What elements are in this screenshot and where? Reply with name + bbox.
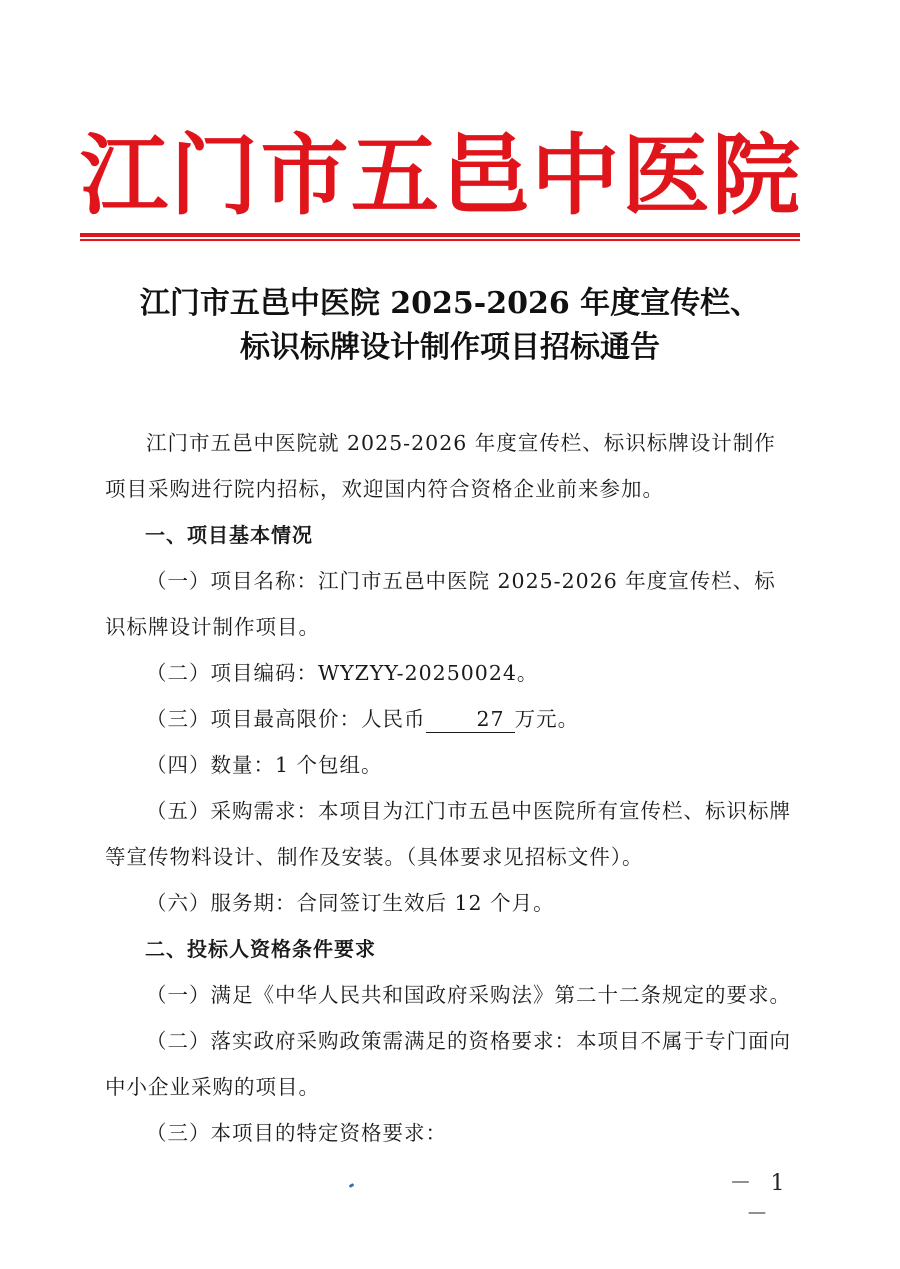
title-line-1: 江门市五邑中医院 2025-2026 年度宣传栏、: [139, 286, 761, 321]
item-text: 1 个包组。: [275, 753, 383, 777]
item-label: （二）项目编码：: [146, 661, 318, 685]
item-label: （四）数量：: [146, 753, 275, 777]
item-max-price: [105, 696, 795, 742]
qualification-item-2: （二）落实政府采购政策需满足的资格要求：本项目不属于专门面向中小企业采购的项目。: [105, 1029, 791, 1099]
item-label: （三）项目最高限价：: [146, 707, 361, 731]
item-service-period: [105, 880, 795, 926]
item-project-code: [105, 650, 795, 696]
letterhead-char: 市: [260, 123, 349, 227]
letterhead-char: 邑: [441, 123, 530, 227]
scan-artifact: [349, 1183, 355, 1188]
price-suffix: 万元。: [514, 707, 580, 731]
letterhead-char: 五: [350, 123, 439, 227]
letterhead-char: 院: [711, 123, 800, 227]
letterhead-char: 中: [531, 123, 620, 227]
letterhead-title: [80, 125, 800, 225]
letterhead-char: 医: [621, 123, 710, 227]
section-heading-2: 二、投标人资格条件要求: [145, 937, 376, 961]
document-title: [80, 282, 820, 370]
red-divider-thick: [80, 233, 800, 237]
letterhead-char: 江: [80, 123, 169, 227]
price-value: 27: [426, 706, 515, 733]
red-divider-thin: [80, 239, 800, 241]
title-line-2: 标识标牌设计制作项目招标通告: [240, 330, 660, 365]
qualification-item-3: （三）本项目的特定资格要求：: [146, 1121, 447, 1145]
item-label: （六）服务期：: [146, 891, 297, 915]
item-requirements: [105, 788, 795, 880]
item-label: （一）项目名称：: [146, 569, 318, 593]
intro-paragraph: 江门市五邑中医院就 2025-2026 年度宣传栏、标识标牌设计制作项目采购进行院内招标，欢迎国内符合资格企业前来参加。: [105, 431, 776, 501]
section-heading-1: 一、项目基本情况: [145, 523, 313, 547]
price-prefix: 人民币: [361, 707, 426, 731]
item-text: 江门市五邑中医院 2025-2026 年度宣传栏、标识标牌设计制作项目。: [105, 569, 776, 639]
item-quantity: [105, 742, 795, 788]
item-project-name: [105, 558, 795, 650]
item-text: WYZYY-20250024。: [318, 661, 539, 685]
item-label: （五）采购需求：: [146, 799, 318, 823]
item-text: 本项目为江门市五邑中医院所有宣传栏、标识标牌等宣传物料设计、制作及安装。（具体要求见招标文件）。: [105, 799, 791, 869]
letterhead-char: 门: [170, 123, 259, 227]
item-text: 合同签订生效后 12 个月。: [296, 891, 555, 915]
document-body: [105, 420, 795, 1156]
qualification-item-1: （一）满足《中华人民共和国政府采购法》第二十二条规定的要求。: [146, 983, 791, 1007]
page-number: － 1 －: [729, 1171, 791, 1227]
